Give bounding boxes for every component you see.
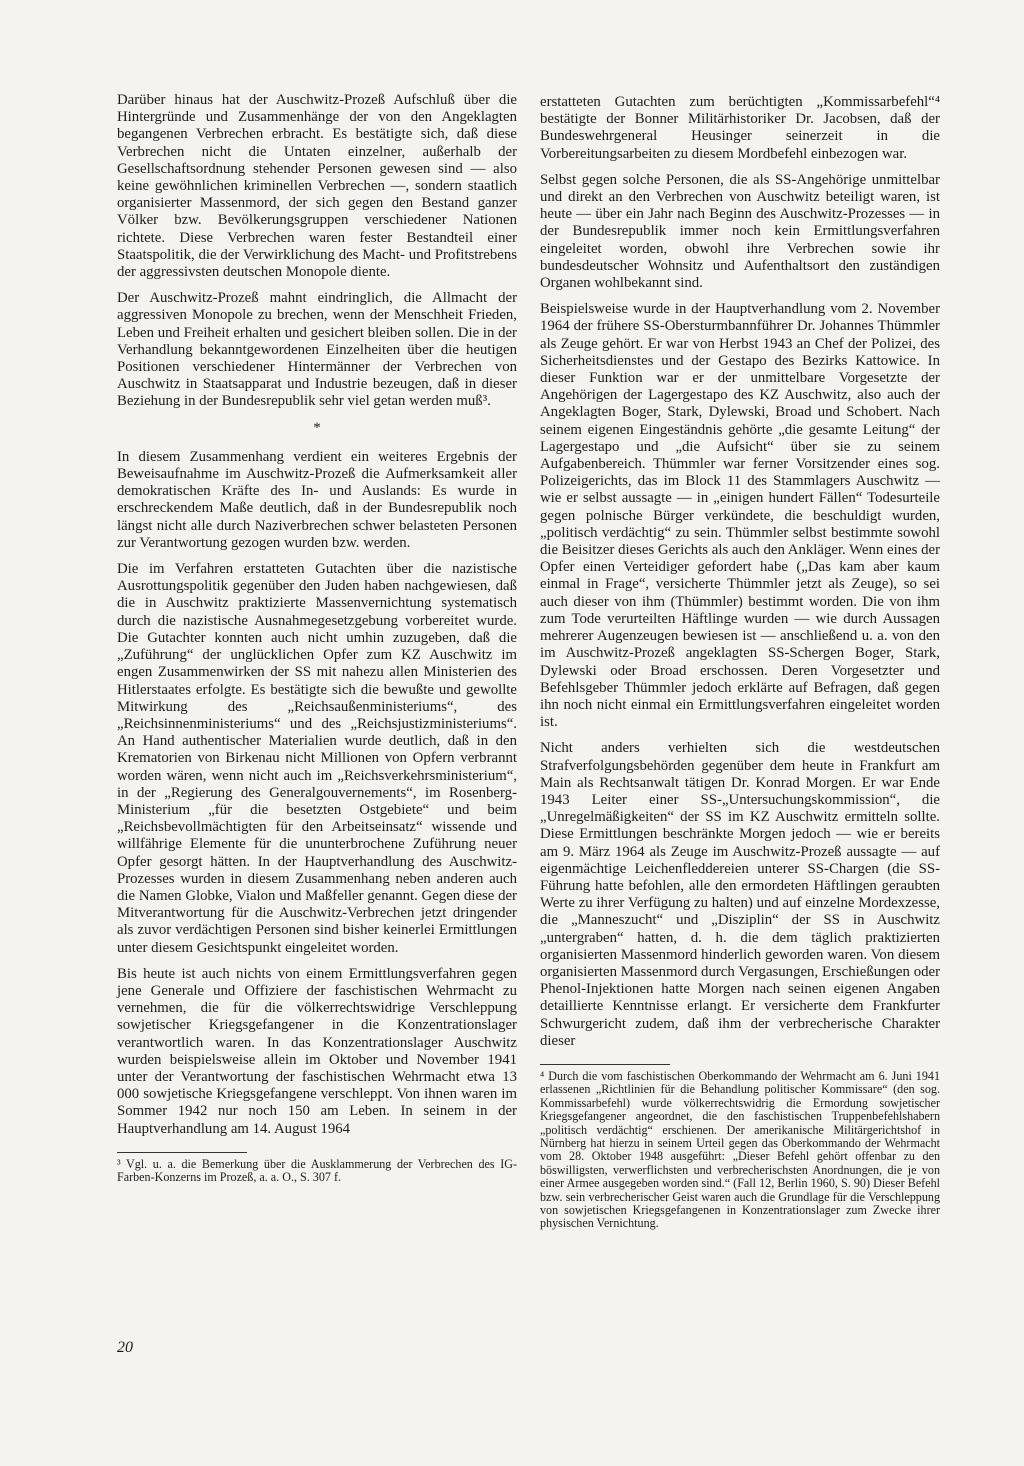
paragraph: erstatteten Gutachten zum berüchtigten „Kommissarbefehl“⁴ bestätigte der Bonner Militärhistoriker Dr. Jacobsen, daß der Bundeswehrgeneral Heusinger seinerzeit in die Vorbereitungsarbeiten zu diesem Mordbefehl einbezogen war. — [540, 94, 940, 162]
paragraph: Die im Verfahren erstatteten Gutachten über die nazistische Ausrottungspolitik gegenüber den Juden haben nachgewiesen, daß die in Auschwitz praktizierte Massenvernichtung systematisch durch die nazistische Ausnahmegesetzgebung vorbereitet wurde. Die Gutachter konnten auch nicht umhin zuzugeben, daß die „Zuführung“ der unglücklichen Opfer zum KZ Auschwitz im engen Zusammenwirken der SS mit nahezu allen Ministerien des Hitlerstaates erfolgte. Es bestätigte sich die bewußte und gewollte Mitwirkung des „Reichsaußenministeriums“, des „Reichsinnenministeriums“ und des „Reichsjustizministeriums“. An Hand authentischer Materialien wurde deutlich, daß in den Krematorien von Birkenau nicht Millionen von Opfern verbrannt worden wären, wenn nicht auch im „Reichsverkehrsministerium“, in der „Regierung des Generalgouvernements“, im Rosenberg-Ministerium „für die besetzten Ostgebiete“ und beim „Reichsbevollmächtigten für den Arbeitseinsatz“ wissende und willfährige Elemente für die ununterbrochene Zuführung neuer Opfer gesorgt hätten. In der Hauptverhandlung des Auschwitz-Prozesses wurden in diesem Zusammenhang neben anderen auch die Namen Globke, Vialon und Maßfeller genannt. Gegen diese der Mitverantwortung für die Auschwitz-Verbrechen jetzt dringender als zuvor verdächtigen Personen sind bisher keinerlei Ermittlungen unter diesem Gesichtspunkt eingeleitet worden. — [117, 561, 517, 956]
left-column — [117, 92, 517, 1194]
footnote-4: ⁴ Durch die vom faschistischen Oberkommando der Wehrmacht am 6. Juni 1941 erlassenen „Richtlinien für die Behandlung politischer Kommissare“ (den sog. Kommissarbefehl) wurde völkerrechtswidrig die Ermordung sowjetischer Kriegsgefangener angeordnet, die den faschistischen Truppenbefehlshabern „politisch verdächtig“ erschienen. Der amerikanische Militärgerichtshof in Nürnberg hat hierzu in seinem Urteil gegen das Oberkommando der Wehrmacht vom 28. Oktober 1948 ausgeführt: „Dieser Befehl gehört offenbar zu den böswilligsten, verwerflichsten und verbrecherischsten Anordnungen, die je von einer Armee ausgegeben worden sind.“ (Fall 12, Berlin 1960, S. 90) Dieser Befehl bzw. sein verbrecherischer Geist waren auch die Grundlage für die Verschleppung von sowjetischen Kriegsgefangenen in Konzentrationslager zum Zwecke ihrer physischen Vernichtung. — [540, 1068, 940, 1231]
paragraph: Nicht anders verhielten sich die westdeutschen Strafverfolgungsbehörden gegenüber dem heute in Frankfurt am Main als Rechtsanwalt tätigen Dr. Konrad Morgen. Er war Ende 1943 Leiter einer SS-„Untersuchungskommission“, die „Unregelmäßigkeiten“ der SS im KZ Auschwitz ermitteln sollte. Diese Ermittlungen beschränkte Morgen jedoch — wie er bereits am 9. März 1964 als Zeuge im Auschwitz-Prozeß aussagte — auf eigenmächtige Leichenfleddereien unterer SS-Chargen (die SS-Führung hatte befohlen, alle den ermordeten Häftlingen geraubten Werte zu ihrer Verfügung zu halten) und auf einzelne Mordexzesse, die „Manneszucht“ und „Disziplin“ der SS in Auschwitz „untergraben“ hatten, d. h. die dem täglich praktizierten organisierten Massenmord hinderlich geworden waren. Von diesem organisierten Massenmord durch Vergasungen, Erschießungen oder Phenol-Injektionen hatte Morgen nach seinen eigenen Angaben detaillierte Kenntnisse erlangt. Er versicherte dem Frankfurter Schwurgericht zudem, daß ihm der verbrecherische Charakter dieser — [540, 740, 940, 1049]
paragraph: Der Auschwitz-Prozeß mahnt eindringlich, die Allmacht der aggressiven Monopole zu brechen, wenn der Menschheit Frieden, Leben und Freiheit erhalten und gesichert bleiben sollen. Die in der Verhandlung bekanntgewordenen Einzelheiten über die heutigen Positionen verschiedener Hintermänner der Verbrechen von Auschwitz in Staatsapparat und Industrie bezeugen, daß in dieser Beziehung in der Bundesrepublik sehr viel getan werden muß³. — [117, 290, 517, 410]
footnote-3: ³ Vgl. u. a. die Bemerkung über die Ausklammerung der Verbrechen des IG-Farben-Konzerns im Prozeß, a. a. O., S. 307 f. — [117, 1156, 517, 1185]
paragraph: Selbst gegen solche Personen, die als SS-Angehörige unmittelbar und direkt an den Verbrechen von Auschwitz beteiligt waren, ist heute — über ein Jahr nach Beginn des Auschwitz-Prozesses — in der Bundesrepublik immer noch kein Ermittlungsverfahren eingeleitet worden, obwohl ihre Verbrechen sowie ihr bundesdeutscher Wohnsitz und Aufenthaltsort den zuständigen Organen wohlbekannt sind. — [540, 171, 940, 292]
footnote-rule — [117, 1152, 247, 1153]
section-separator: * — [313, 419, 321, 436]
page-number: 20 — [117, 1339, 133, 1356]
paragraph: Darüber hinaus hat der Auschwitz-Prozeß Aufschluß über die Hintergründe und Zusammenhänge der von den Angeklagten begangenen Verbrechen erbracht. Es bestätigte sich, daß diese Verbrechen nicht die Untaten einzelner, außerhalb der Gesellschaftsordnung stehender Personen gewesen sind — also keine gewöhnlichen kriminellen Verbrechen —, sondern staatlich organisierter Massenmord, der sich gegen den Bestand ganzer Völker bzw. Bevölkerungsgruppen verschiedener Nationen richtete. Diese Verbrechen waren fester Bestandteil einer Staatspolitik, die der Verwirklichung des Macht- und Profitstrebens der aggressivsten deutschen Monopole diente. — [117, 92, 517, 281]
right-column — [540, 94, 940, 1240]
paragraph: In diesem Zusammenhang verdient ein weiteres Ergebnis der Beweisaufnahme im Auschwitz-Prozeß die Aufmerksamkeit aller demokratischen Kräfte des In- und Auslands: Es wurde in erschreckendem Maße deutlich, daß in der Bundesrepublik noch längst nicht alle durch Naziverbrechen schwer belasteten Personen zur Verantwortung gezogen wurden bzw. werden. — [117, 448, 517, 551]
paragraph: Beispielsweise wurde in der Hauptverhandlung vom 2. November 1964 der frühere SS-Obersturmbannführer Dr. Johannes Thümmler als Zeuge gehört. Er war von Herbst 1943 an Chef der Polizei, des Sicherheitsdienstes und der Gestapo des Bezirks Kattowice. In dieser Funktion war er der unmittelbare Vorgesetzte der Angehörigen der Lagergestapo des KZ Auschwitz, also auch der Angeklagten Boger, Stark, Dylewski, Broad und Schobert. Nach seinem eigenen Eingeständnis gehörte „die gesamte Leitung“ der Lagergestapo und „die Aufsicht“ über sie zu seinem Aufgabenbereich. Thümmler war ferner Vorsitzender eines sog. Polizeigerichts, das im Block 11 des Stammlagers Auschwitz — wie er selbst aussagte — in „einigen hundert Fällen“ Todesurteile gegen polnische Bürger verkündete, die beschuldigt wurden, „politisch verdächtig“ zu sein. Thümmler selbst bestimmte sowohl die Beisitzer dieses Gerichts als auch den Ankläger. Wenn eines der Opfer einen Verteidiger gefordert habe („Das kam aber kaum einmal in Frage“, versicherte Thümmler jetzt als Zeuge), so sei auch dieser von ihm (Thümmler) bestimmt worden. Die von ihm zum Tode verurteilten Häftlinge wurden — wie durch Aussagen mehrerer Augenzeugen bewiesen ist — anschließend u. a. von den im Auschwitz-Prozeß angeklagten SS-Schergen Boger, Stark, Dylewski oder Broad erschossen. Deren Vorgesetzter und Befehlsgeber Thümmler jedoch erklärte auf Befragen, daß gegen ihn noch nicht einmal ein Ermittlungsverfahren eingeleitet worden ist. — [540, 301, 940, 731]
paragraph: Bis heute ist auch nichts von einem Ermittlungsverfahren gegen jene Generale und Offiziere der faschistischen Wehrmacht zu vernehmen, die für die völkerrechtswidrige Verschleppung sowjetischer Kriegsgefangener in die Konzentrationslager verantwortlich waren. In das Konzentrationslager Auschwitz wurden beispielsweise allein im Oktober und November 1941 unter der Verantwortung der faschistischen Wehrmacht etwa 13 000 sowjetische Kriegsgefangene verschleppt. Von ihnen waren im Sommer 1942 nur noch 150 am Leben. In seinem in der Hauptverhandlung am 14. August 1964 — [117, 965, 517, 1137]
footnote-rule — [540, 1064, 670, 1065]
